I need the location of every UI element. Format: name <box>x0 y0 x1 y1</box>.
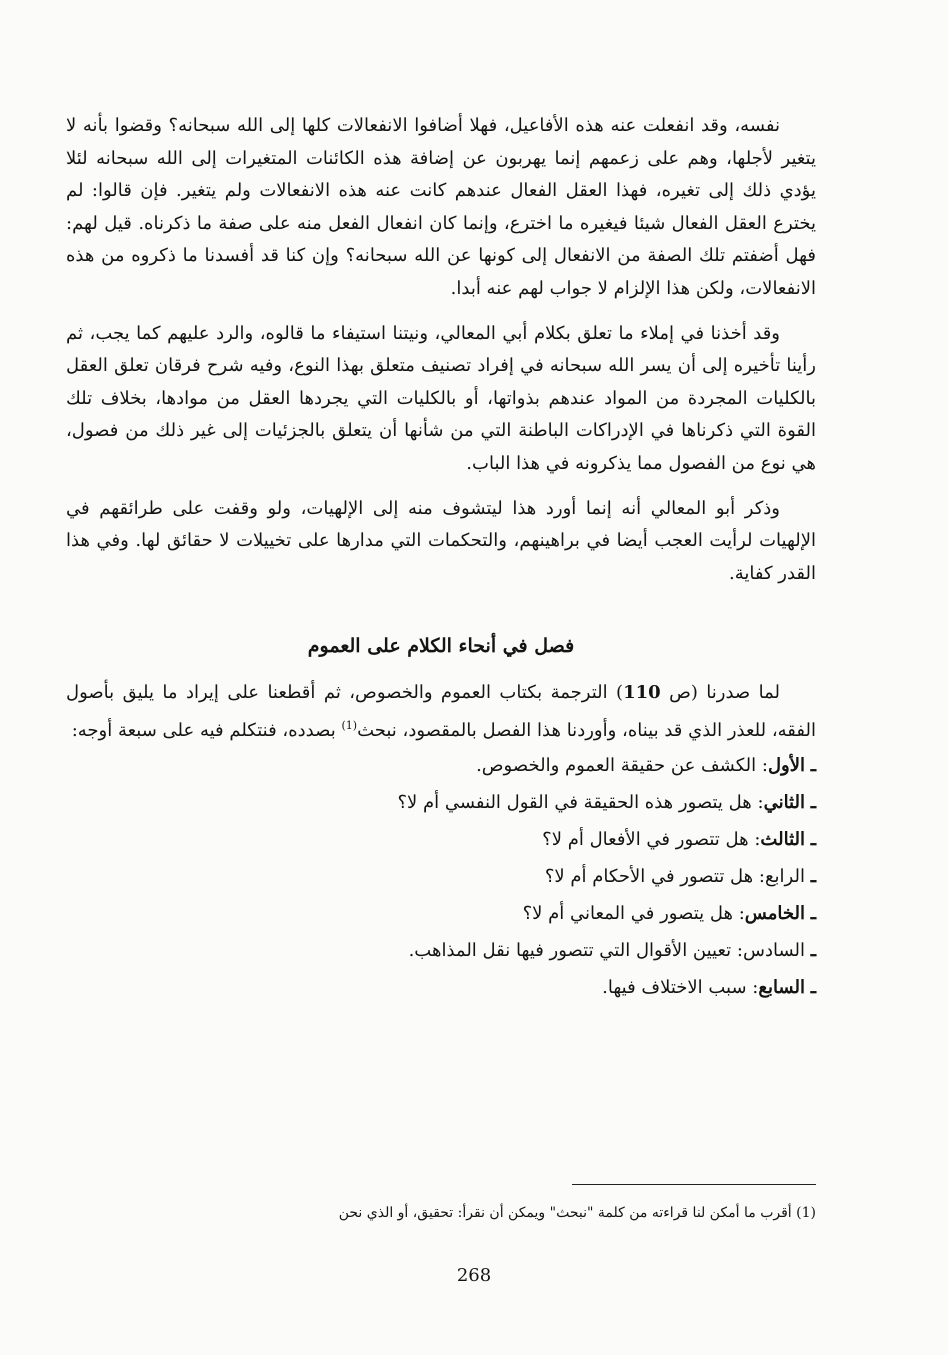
list-text: : هل تتصور في الأفعال أم لا؟ <box>542 829 761 851</box>
list-text: : هل تتصور في الأحكام أم لا؟ <box>544 866 765 888</box>
list-term: الخامس <box>744 903 805 925</box>
list-term: السابع <box>758 977 805 999</box>
list-dash: ـ <box>810 792 816 814</box>
footnote-marker: (1) <box>341 718 358 732</box>
list-text: : هل يتصور هذه الحقيقة في القول النفسي أم لا؟ <box>397 792 764 814</box>
list-dash: ـ <box>810 940 816 962</box>
list-dash: ـ <box>810 755 816 777</box>
intro-text-2: ) الترجمة بكتاب العموم والخصوص، ثم أقطعنا على إيراد ما يليق بأصول الفقه، للعذر الذي قد بيناه، وأوردنا هذا الفصل بالمقصود، نبحث <box>66 681 816 741</box>
list-dash: ـ <box>810 977 816 999</box>
list-dash: ـ <box>810 903 816 925</box>
section-heading: فصل في أنحاء الكلام على العموم <box>307 635 575 658</box>
paragraph-2: وقد أخذنا في إملاء ما تعلق بكلام أبي المعالي، ونيتنا استيفاء ما قالوه، والرد عليهم كما يجب، ثم رأينا تأخيره إلى أن يسر الله سبحانه في إفراد تصنيف متعلق بهذا النوع، وفيه شرح فرقان تعلق العقل بالكليات المجردة من المواد عندهم بذواتها، أو بالكليات التي يجردها العقل من موادها، بخلاف تلك القوة التي ذكرناها في الإدراكات الباطنة التي من شأنها أن يتعلق بالجزئيات إلى غير ذلك من فصول، هي نوع من الفصول مما يذكرونه في هذا الباب. <box>66 322 816 474</box>
list-text: : هل يتصور في المعاني أم لا؟ <box>522 903 745 925</box>
list-term: الأول <box>767 755 805 777</box>
list-text: : تعيين الأقوال التي تتصور فيها نقل المذاهب. <box>408 940 743 962</box>
list-item <box>66 932 816 969</box>
footnote: (1) أقرب ما أمكن لنا قراءته من كلمة "نبحث" ويمكن أن نقرأ: تحقيق، أو الذي نحن <box>338 1205 816 1221</box>
section-intro <box>66 677 816 747</box>
list-item <box>66 969 816 1006</box>
page-number: 268 <box>456 1265 492 1286</box>
page-reference: 110 <box>623 681 661 703</box>
list-dash: ـ <box>810 829 816 851</box>
list-term: السادس <box>742 940 805 962</box>
list-term: الرابع <box>764 866 805 888</box>
paragraph-1: نفسه، وقد انفعلت عنه هذه الأفاعيل، فهلا أضافوا الانفعالات كلها إلى الله سبحانه؟ وقضوا بأنه لا يتغير لأجلها، وهم على زعمهم إنما يهربون عن إضافة هذه الكائنات المتغيرات إلى الله سبحانه لئلا يؤدي ذلك إلى تغيره، فهذا العقل الفعال عندهم كانت عنه هذه الانفعالات ولم يتغير. فإن قالوا: لم يخترع العقل الفعال شيئا فيغيره ما اخترع، وإنما كان انفعال الفعل منه على صفة ما ذكرناه. قيل لهم: فهل أضفتم تلك الصفة من الانفعال إلى كونها عن الله سبحانه؟ وإن كنا قد أفسدنا ما ذكروه من هذه الانفعالات، ولكن هذا الإلزام لا جواب لهم عنه أبدا. <box>66 115 816 299</box>
aspects-list <box>66 747 816 1006</box>
list-term: الثاني <box>763 792 805 814</box>
list-item <box>66 858 816 895</box>
intro-text-1: لما صدرنا (ص <box>660 681 780 703</box>
footnote-divider <box>572 1184 816 1185</box>
list-item <box>66 895 816 932</box>
list-term: الثالث <box>760 829 805 851</box>
paragraph-3: وذكر أبو المعالي أنه إنما أورد هذا ليتشوف منه إلى الإلهيات، ولو وقفت على طرائقهم في الإلهيات لرأيت العجب أيضا في براهينهم، والتحكمات التي مدارها على تخييلات لا حقائق لها. وفي هذا القدر كفاية. <box>66 497 816 584</box>
list-item <box>66 784 816 821</box>
list-dash: ـ <box>810 866 816 888</box>
list-item <box>66 747 816 784</box>
list-text: : سبب الاختلاف فيها. <box>602 977 759 999</box>
intro-text-3: بصدده، فنتكلم فيه على سبعة أوجه: <box>71 719 342 741</box>
list-item <box>66 821 816 858</box>
list-text: : الكشف عن حقيقة العموم والخصوص. <box>476 755 768 777</box>
body-text <box>66 110 816 1006</box>
